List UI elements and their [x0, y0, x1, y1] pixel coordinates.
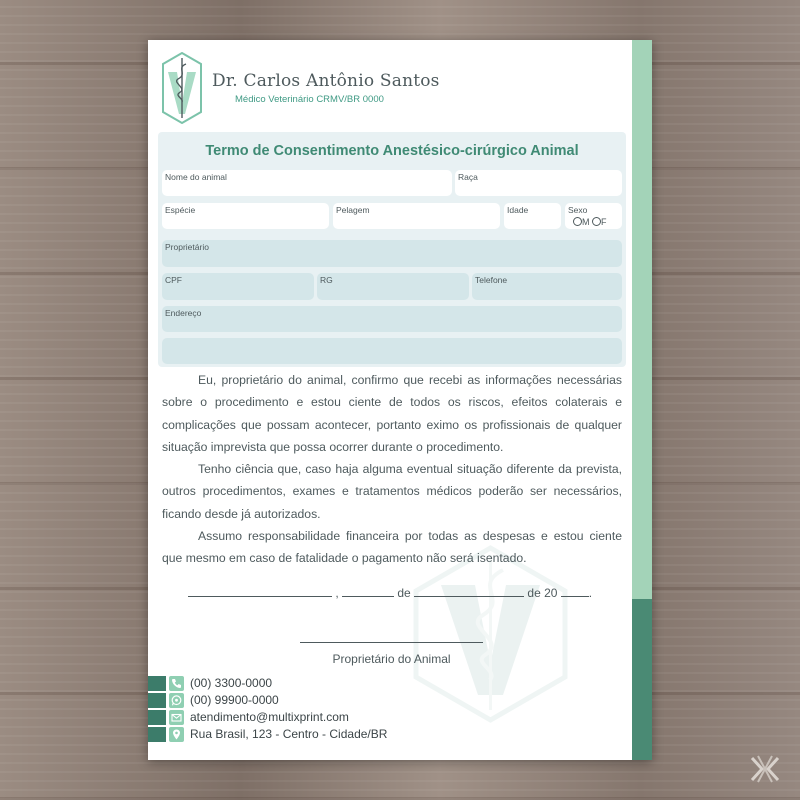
contact-bar	[148, 727, 166, 742]
field-label: CPF	[165, 275, 182, 285]
side-stripe-dark	[632, 599, 652, 760]
side-stripe-light	[632, 40, 652, 599]
field-label: RG	[320, 275, 333, 285]
date-comma: ,	[335, 586, 339, 600]
year-blank[interactable]	[561, 586, 589, 597]
sexo-options	[573, 217, 607, 227]
field-label: Proprietário	[165, 242, 209, 252]
endereco-field-line2[interactable]	[162, 338, 622, 364]
consent-form-page	[148, 40, 652, 760]
radio-m-label: M	[582, 217, 590, 227]
consent-paragraph-1: Eu, proprietário do animal, confirmo que recebi as informações necessárias sobre o procedimento e estou ciente de todos os riscos, efeitos colaterais e complicações que possam acontecer, portanto eximo os profissionais de qualquer situação imprevista que possa ocorrer durante o procedimento.	[162, 373, 622, 454]
radio-m[interactable]	[573, 217, 582, 226]
watermark-logo-icon	[413, 545, 568, 723]
pelagem-field[interactable]	[333, 203, 500, 229]
contact-email	[148, 710, 388, 725]
field-label: Sexo	[568, 205, 588, 215]
street-address: Rua Brasil, 123 - Centro - Cidade/BR	[190, 727, 388, 741]
cpf-field[interactable]	[162, 273, 314, 300]
day-blank[interactable]	[342, 586, 394, 597]
date-line	[188, 586, 592, 600]
endereco-field[interactable]	[162, 306, 622, 332]
raca-field[interactable]	[455, 170, 622, 196]
nome-animal-field[interactable]	[162, 170, 452, 196]
radio-f-label: F	[601, 217, 607, 227]
idade-field[interactable]	[504, 203, 561, 229]
field-label: Endereço	[165, 308, 202, 318]
field-label: Nome do animal	[165, 172, 227, 182]
whatsapp-icon	[169, 693, 184, 708]
phone-number[interactable]: (00) 3300-0000	[190, 676, 273, 690]
doctor-name: Dr. Carlos Antônio Santos	[212, 71, 440, 91]
consent-paragraph-2: Tenho ciência que, caso haja alguma eventual situação diferente da prevista, outros procedimentos, exames e tratamentos médicos poderão ser necessários, ficando desde já autorizados.	[162, 462, 622, 521]
contact-whatsapp	[148, 693, 388, 708]
city-blank[interactable]	[188, 586, 332, 597]
email-icon	[169, 710, 184, 725]
location-pin-icon	[169, 727, 184, 742]
email-address[interactable]: atendimento@multixprint.com	[190, 710, 349, 724]
phone-icon	[169, 676, 184, 691]
contact-phone	[148, 676, 388, 691]
contact-bar	[148, 710, 166, 725]
rg-field[interactable]	[317, 273, 469, 300]
telefone-field[interactable]	[472, 273, 622, 300]
radio-f[interactable]	[592, 217, 601, 226]
contact-bar	[148, 676, 166, 691]
field-label: Pelagem	[336, 205, 370, 215]
sexo-field	[565, 203, 622, 229]
month-blank[interactable]	[414, 586, 524, 597]
signature-line[interactable]	[300, 642, 483, 643]
field-label: Raça	[458, 172, 478, 182]
whatsapp-number[interactable]: (00) 99900-0000	[190, 693, 279, 707]
field-label: Espécie	[165, 205, 196, 215]
date-period: .	[588, 586, 593, 600]
proprietario-field[interactable]	[162, 240, 622, 267]
field-label: Idade	[507, 205, 529, 215]
field-label: Telefone	[475, 275, 508, 285]
caduceus-v-logo-icon	[162, 52, 202, 124]
contact-bar	[148, 693, 166, 708]
brand-x-icon	[748, 752, 782, 786]
date-de-20: de 20	[527, 586, 558, 600]
form-title: Termo de Consentimento Anestésico-cirúrgico Animal	[205, 143, 579, 159]
consent-text	[162, 369, 622, 570]
contact-address	[148, 727, 388, 742]
date-de: de	[397, 586, 411, 600]
consent-paragraph-3: Assumo responsabilidade financeira por todas as despesas e estou ciente que mesmo em caso de fatalidade o pagamento não será isentado.	[162, 529, 622, 566]
signature-label: Proprietário do Animal	[332, 652, 451, 666]
doctor-credentials: Médico Veterinário CRMV/BR 0000	[235, 94, 384, 105]
especie-field[interactable]	[162, 203, 329, 229]
